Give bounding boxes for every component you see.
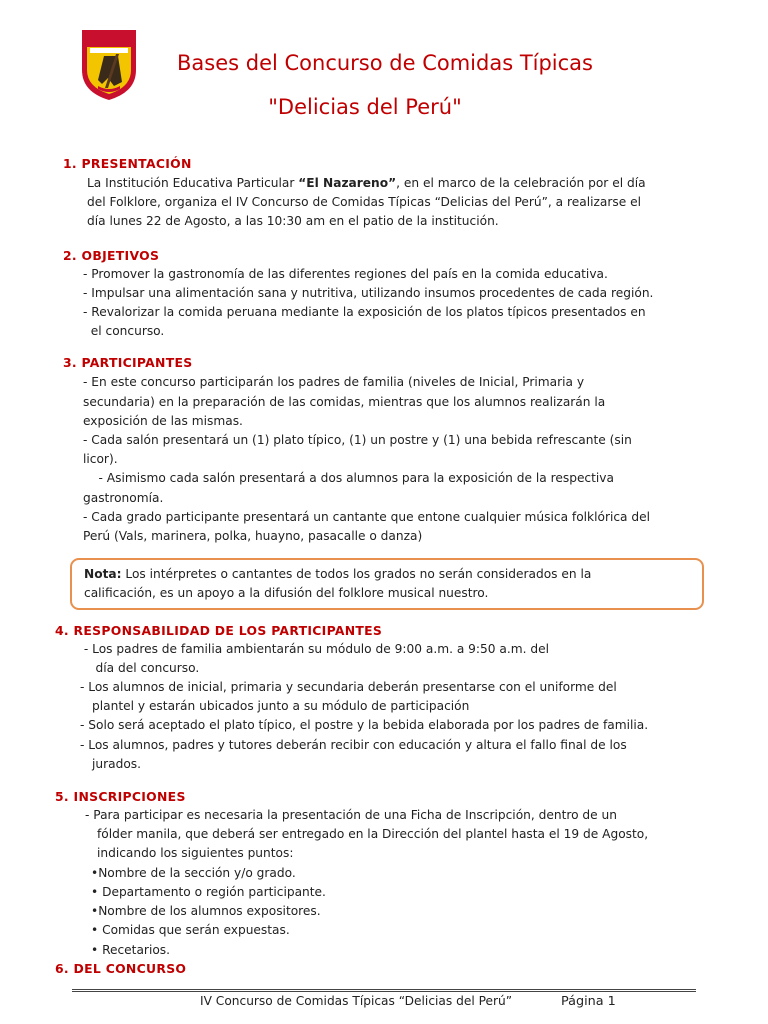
school-crest-logo — [78, 26, 140, 102]
body-line: - Asimismo cada salón presentará a dos alumnos para la exposición de la respectiva — [83, 471, 614, 486]
body-line: Perú (Vals, marinera, polka, huayno, pasacalle o danza) — [83, 529, 423, 544]
note-line: Nota: Los intérpretes o cantantes de todos los grados no serán considerados en la — [84, 567, 592, 582]
section-heading: 6. DEL CONCURSO — [55, 960, 187, 976]
bullet-item: • Departamento o región participante. — [91, 884, 326, 899]
body-line: gastronomía. — [83, 490, 164, 505]
section-del-concurso — [0, 960, 768, 978]
note-line: calificación, es un apoyo a la difusión del folklore musical nuestro. — [84, 586, 489, 601]
body-line: - Los alumnos, padres y tutores deberán recibir con educación y altura el fallo final de los — [80, 737, 627, 752]
bullet-item: •Nombre de la sección y/o grado. — [91, 865, 296, 880]
footer-divider — [72, 989, 696, 992]
body-line: indicando los siguientes puntos: — [97, 846, 294, 861]
bullet-item: • Comidas que serán expuestas. — [91, 923, 290, 938]
body-line: - Para participar es necesaria la presentación de una Ficha de Inscripción, dentro de un — [85, 808, 617, 823]
section-presentacion — [0, 155, 768, 232]
body-line: La Institución Educativa Particular “El Nazareno”, en el marco de la celebración por el día — [87, 176, 646, 190]
bullet-item: •Nombre de los alumnos expositores. — [91, 904, 321, 919]
section-heading: 5. INSCRIPCIONES — [55, 789, 186, 805]
section-heading: 3. PARTICIPANTES — [63, 355, 193, 371]
body-line: exposición de las mismas. — [83, 413, 243, 428]
body-line: secundaria) en la preparación de las comidas, mientras que los alumnos realizarán la — [83, 394, 606, 409]
body-line: - Cada grado participante presentará un cantante que entone cualquier música folklórica del — [83, 509, 651, 524]
bullet-item: • Recetarios. — [91, 942, 171, 957]
body-line: - Los alumnos de inicial, primaria y secundaria deberán presentarse con el uniforme del — [80, 680, 617, 695]
body-line: el concurso. — [83, 324, 165, 339]
body-line: día lunes 22 de Agosto, a las 10:30 am en el patio de la institución. — [87, 214, 499, 229]
section-heading: 2. OBJETIVOS — [63, 247, 160, 263]
section-objetivos — [0, 247, 768, 342]
body-line: - Cada salón presentará un (1) plato típico, (1) un postre y (1) una bebida refrescante (sin — [83, 433, 632, 448]
body-line: - Solo será aceptado el plato típico, el postre y la bebida elaborada por los padres de familia. — [80, 718, 649, 733]
body-line: licor). — [83, 452, 118, 467]
section-heading: 1. PRESENTACIÓN — [63, 156, 192, 171]
note-box — [70, 558, 704, 609]
body-line: jurados. — [92, 756, 142, 771]
body-line: del Folklore, organiza el IV Concurso de Comidas Típicas “Delicias del Perú”, a realizarse el — [87, 195, 641, 210]
body-line: plantel y estarán ubicados junto a su módulo de participación — [92, 699, 470, 714]
document-title: Bases del Concurso de Comidas Típicas — [176, 51, 593, 75]
body-line: - En este concurso participarán los padres de familia (niveles de Inicial, Primaria y — [83, 375, 585, 390]
section-responsabilidad — [0, 622, 768, 774]
document-subtitle: "Delicias del Perú" — [268, 95, 462, 119]
section-heading: 4. RESPONSABILIDAD DE LOS PARTICIPANTES — [55, 622, 383, 638]
note-label: Nota: — [84, 567, 122, 582]
body-line: fólder manila, que deberá ser entregado en la Dirección del plantel hasta el 19 de Agosto, — [97, 827, 649, 842]
body-line: día del concurso. — [80, 660, 200, 675]
body-line: - Revalorizar la comida peruana mediante la exposición de los platos típicos presentados en — [83, 305, 646, 320]
section-inscripciones — [0, 788, 768, 960]
body-line: - Promover la gastronomía de las diferentes regiones del país en la comida educativa. — [83, 266, 608, 281]
section-participantes — [0, 354, 768, 546]
body-line: - Los padres de familia ambientarán su módulo de 9:00 a.m. a 9:50 a.m. del — [80, 641, 549, 656]
document-body — [0, 155, 768, 978]
body-line: - Impulsar una alimentación sana y nutritiva, utilizando insumos procedentes de cada región. — [83, 285, 654, 300]
page-number: Página 1 — [561, 994, 616, 1009]
footer-text: IV Concurso de Comidas Típicas “Delicias del Perú” — [200, 994, 513, 1008]
